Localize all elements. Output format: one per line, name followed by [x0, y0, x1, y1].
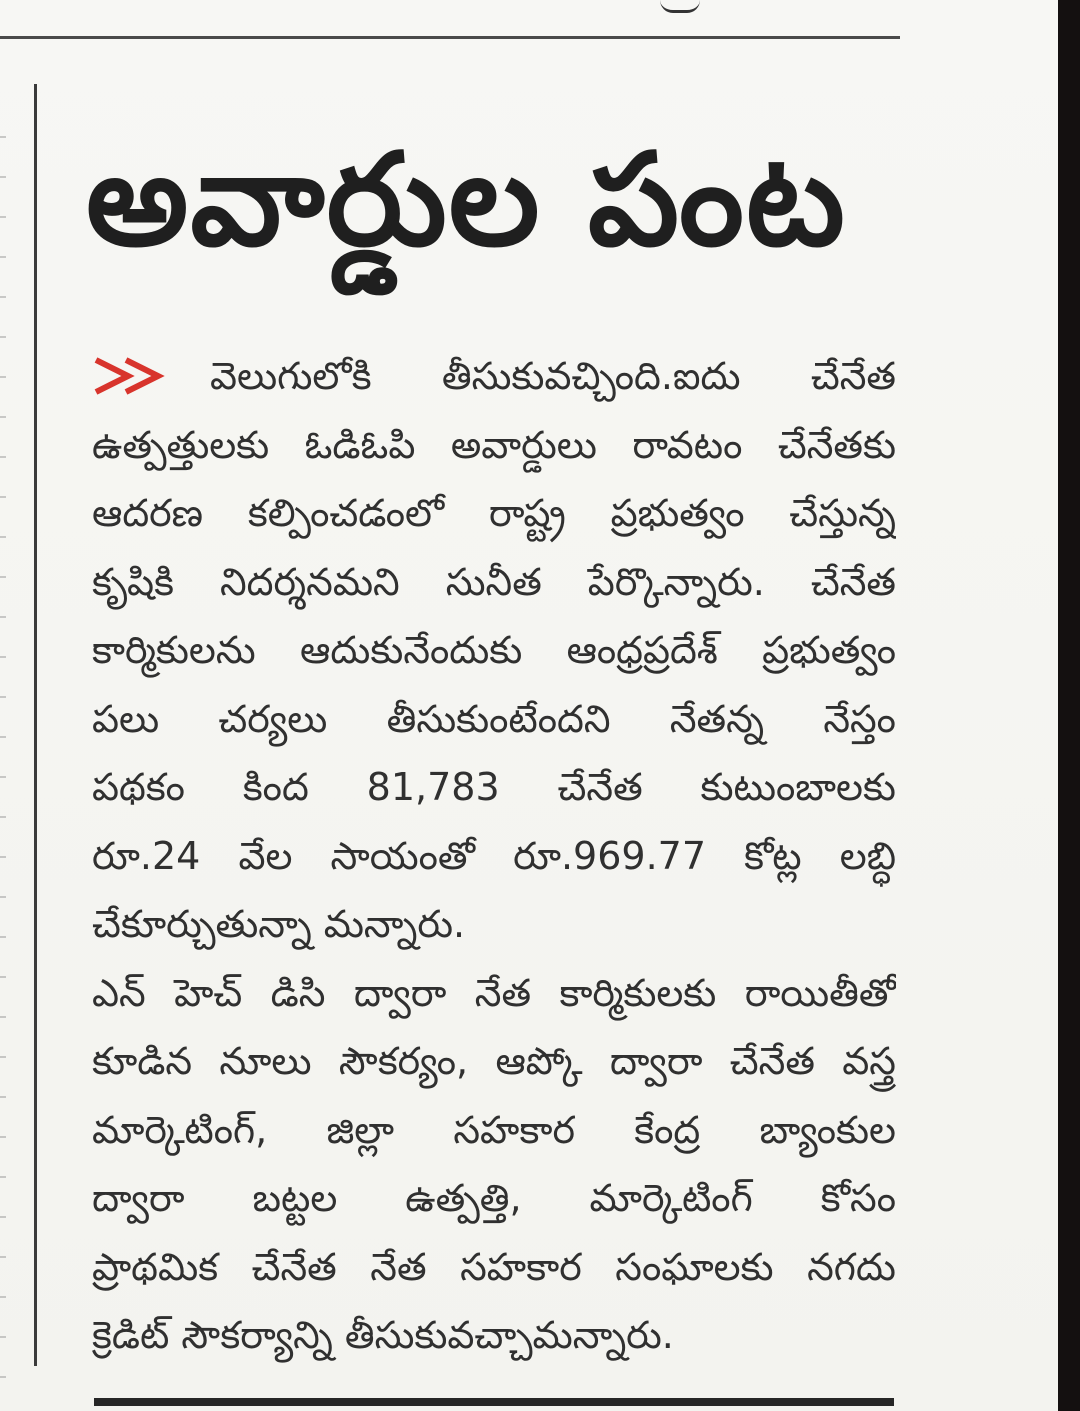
- column-rule: [34, 84, 37, 1366]
- article-line: చేకూర్చుతున్నా మన్నారు.: [92, 902, 466, 946]
- article-line: ద్వారా బట్టల ఉత్పత్తి, మార్కెటింగ్ కోసం: [92, 1176, 896, 1220]
- headline: అవార్డుల పంట: [86, 126, 847, 275]
- page-edge-texture: [0, 98, 6, 1398]
- article-body: [92, 342, 896, 1370]
- bottom-rule: [94, 1398, 894, 1406]
- previous-article-fragment: [660, 0, 700, 13]
- article-line: కార్మికులను ఆదుకునేందుకు ఆంధ్రప్రదేశ్ ప్రభుత్వం: [92, 628, 896, 672]
- page-edge-shadow: [1058, 0, 1080, 1411]
- article-line: ఎన్ హెచ్ డిసి ద్వారా నేత కార్మికులకు రాయితీతో: [92, 970, 896, 1015]
- article-line: రూ.24 వేల సాయంతో రూ.969.77 కోట్ల లబ్ధి: [92, 833, 896, 878]
- article-line: క్రెడిట్ సౌకర్యాన్ని తీసుకువచ్చామన్నారు.: [92, 1313, 674, 1357]
- article-line: పలు చర్యలు తీసుకుంటేందని నేతన్న నేస్తం: [92, 696, 896, 741]
- article-line: కృషికి నిదర్శనమని సునీత పేర్కొన్నారు. చేనేత: [92, 559, 896, 604]
- article-line: వెలుగులోకి తీసుకువచ్చింది.ఐదు చేనేత: [92, 342, 896, 411]
- article-line: ఉత్పత్తులకు ఓడిఓపి అవార్డులు రావటం చేనేతకు: [92, 422, 896, 467]
- article-line: ప్రాథమిక చేనేత నేత సహకార సంఘాలకు నగదు: [92, 1244, 896, 1289]
- double-chevron-right-icon: [92, 356, 170, 396]
- article-line: మార్కెటింగ్, జిల్లా సహకార కేంద్ర బ్యాంకుల: [92, 1107, 896, 1152]
- article-line: పథకం కింద 81,783 చేనేత కుటుంబాలకు: [92, 765, 896, 809]
- top-rule: [0, 36, 900, 39]
- article-line: ఆదరణ కల్పించడంలో రాష్ట్ర ప్రభుత్వం చేస్తున్న: [92, 491, 896, 535]
- article-line: కూడిన నూలు సౌకర్యం, ఆప్కో ద్వారా చేనేత వస్త్ర: [92, 1039, 896, 1083]
